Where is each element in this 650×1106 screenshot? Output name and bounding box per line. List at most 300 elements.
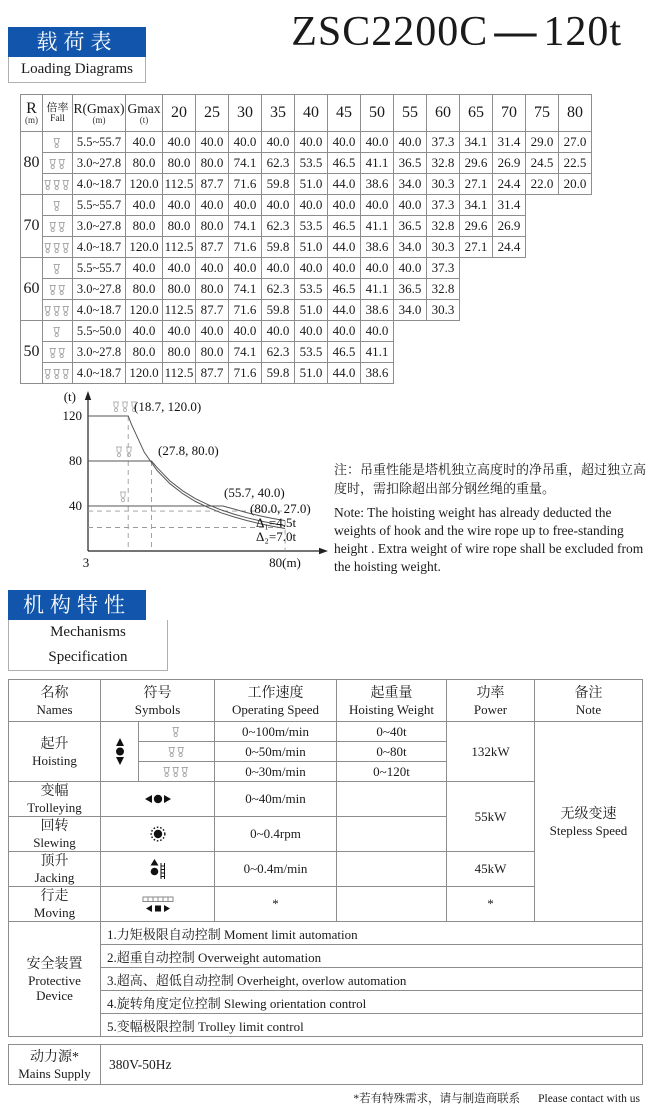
- load-value-cell: 32.8: [427, 279, 460, 300]
- note-chinese: 注：吊重性能是塔机独立高度时的净吊重，超过独立高度时，需扣除超出部分钢丝绳的重量。: [334, 462, 647, 496]
- blank-cell: [493, 300, 526, 321]
- footnote-cn: *若有特殊需求，请与制造商联系: [353, 1093, 521, 1105]
- radius-group-cell: 80: [21, 132, 43, 195]
- load-value-cell: 37.3: [427, 195, 460, 216]
- load-value-cell: 41.1: [361, 216, 394, 237]
- rgmax-range-cell: 5.5~55.7: [73, 258, 126, 279]
- load-value-cell: 46.5: [328, 216, 361, 237]
- load-value-cell: 53.5: [295, 279, 328, 300]
- annotation-18-7: (18.7, 120.0): [134, 399, 202, 414]
- load-value-cell: 40.0: [328, 195, 361, 216]
- fall-2-icon: [116, 447, 132, 457]
- load-value-cell: 80.0: [196, 279, 229, 300]
- y-axis-arrow-icon: [85, 391, 91, 400]
- fall-symbol-cell: [43, 195, 73, 216]
- load-value-cell: 40.0: [394, 132, 427, 153]
- blank-cell: [460, 363, 493, 384]
- load-value-cell: 24.5: [526, 153, 559, 174]
- radius-column-header: 65: [460, 95, 493, 132]
- loading-table-row: [21, 153, 592, 174]
- slewing-speed: 0~0.4rpm: [215, 817, 337, 852]
- load-value-cell: 40.0: [262, 321, 295, 342]
- blank-cell: [493, 363, 526, 384]
- hoisting-weight-1: 0~40t: [337, 722, 447, 742]
- load-value-cell: 34.0: [394, 237, 427, 258]
- gmax-cell: 40.0: [126, 321, 163, 342]
- annotation-delta1: Δ₁=4.5t: [256, 515, 297, 530]
- blank-cell: [493, 342, 526, 363]
- load-value-cell: 30.3: [427, 300, 460, 321]
- safety-row-5: [9, 1014, 643, 1037]
- fall-2-icon: [48, 158, 68, 170]
- blank-cell: [526, 258, 559, 279]
- document-header: [0, 0, 650, 94]
- hoisting-weight-2: 0~80t: [337, 742, 447, 762]
- fall-header-en: Fall: [50, 114, 65, 124]
- load-value-cell: 62.3: [262, 342, 295, 363]
- load-value-cell: 29.6: [460, 216, 493, 237]
- y-tick-80: 80: [69, 453, 82, 468]
- blank-cell: [526, 279, 559, 300]
- load-value-cell: 53.5: [295, 216, 328, 237]
- load-value-cell: 44.0: [328, 363, 361, 384]
- fall-1-icon: [171, 726, 182, 738]
- rgmax-range-cell: 5.5~55.7: [73, 132, 126, 153]
- load-value-cell: 74.1: [229, 342, 262, 363]
- blank-cell: [559, 216, 592, 237]
- blank-cell: [427, 363, 460, 384]
- load-value-cell: 40.0: [262, 258, 295, 279]
- load-value-cell: 37.3: [427, 258, 460, 279]
- load-value-cell: 38.6: [361, 174, 394, 195]
- fall-3-icon: [43, 242, 72, 254]
- loading-table-row: [21, 132, 592, 153]
- load-value-cell: 34.0: [394, 300, 427, 321]
- blank-cell: [526, 363, 559, 384]
- safety-row-4: [9, 991, 643, 1014]
- gmax-cell: 80.0: [126, 279, 163, 300]
- x-axis-arrow-icon: [319, 548, 328, 554]
- fall-symbol-cell: [43, 132, 73, 153]
- load-value-cell: 40.0: [262, 132, 295, 153]
- safety-row-2: [9, 945, 643, 968]
- load-value-cell: 41.1: [361, 279, 394, 300]
- load-value-cell: 29.0: [526, 132, 559, 153]
- rgmax-range-cell: 4.0~18.7: [73, 237, 126, 258]
- blank-cell: [526, 342, 559, 363]
- mechanisms-en-title: Mechanisms Specification: [8, 620, 168, 671]
- moving-speed: *: [215, 887, 337, 922]
- load-value-cell: 24.4: [493, 174, 526, 195]
- radius-column-header: 30: [229, 95, 262, 132]
- blank-cell: [526, 300, 559, 321]
- fall-icons-legend: [113, 402, 137, 502]
- blank-cell: [460, 321, 493, 342]
- loading-table-row: [21, 342, 592, 363]
- load-value-cell: 40.0: [196, 321, 229, 342]
- blank-cell: [493, 279, 526, 300]
- load-chart-section: [0, 384, 650, 580]
- annotation-80-0: (80.0, 27.0): [250, 501, 311, 516]
- col-header-note: 备注 Note: [535, 680, 643, 722]
- col-header-power: 功率 Power: [447, 680, 535, 722]
- blank-cell: [493, 258, 526, 279]
- load-value-cell: 40.0: [361, 258, 394, 279]
- note-english: Note: The hoisting weight has already deducted the weights of hook and the wire rope up to free-standing height . Extra weight of wire rope shall be excluded from the hoisting weight.: [334, 505, 644, 574]
- blank-cell: [427, 321, 460, 342]
- hoisting-speed-1: 0~100m/min: [215, 722, 337, 742]
- blank-cell: [394, 342, 427, 363]
- load-value-cell: 80.0: [196, 216, 229, 237]
- gmax-cell: 40.0: [126, 132, 163, 153]
- hoisting-weight-notes: [334, 460, 646, 576]
- trolleying-symbol-cell: [101, 782, 215, 817]
- radius-column-header: 60: [427, 95, 460, 132]
- mechanisms-title-block: [8, 590, 146, 671]
- load-value-cell: 87.7: [196, 363, 229, 384]
- gmax-cell: 80.0: [126, 342, 163, 363]
- x-origin-label: 3: [82, 555, 90, 570]
- load-value-cell: 59.8: [262, 300, 295, 321]
- protective-device-name-cell: 安全装置 Protective Device: [9, 922, 101, 1037]
- hoisting-name-cell: 起升 Hoisting: [9, 722, 101, 782]
- fall-symbol-cell: [43, 216, 73, 237]
- jacking-symbol-cell: [101, 852, 215, 887]
- radius-column-header: 45: [328, 95, 361, 132]
- col-header-weight: 起重量 Hoisting Weight: [337, 680, 447, 722]
- load-value-cell: 44.0: [328, 237, 361, 258]
- safety-item-1: 1.力矩极限自动控制 Moment limit automation: [101, 922, 643, 945]
- load-value-cell: 80.0: [163, 279, 196, 300]
- load-value-cell: 62.3: [262, 279, 295, 300]
- trolleying-speed: 0~40m/min: [215, 782, 337, 817]
- load-value-cell: 59.8: [262, 174, 295, 195]
- load-value-cell: 24.4: [493, 237, 526, 258]
- fall-symbol-cell: [43, 342, 73, 363]
- page-title: [291, 8, 622, 56]
- gmax-cell: 80.0: [126, 153, 163, 174]
- load-value-cell: 40.0: [295, 258, 328, 279]
- blank-cell: [394, 321, 427, 342]
- fall-3-icon: [43, 305, 72, 317]
- load-value-cell: 40.0: [229, 132, 262, 153]
- load-value-cell: 40.0: [295, 195, 328, 216]
- blank-cell: [559, 300, 592, 321]
- jacking-symbol-icon: [149, 858, 166, 880]
- gmax-cell: 120.0: [126, 363, 163, 384]
- trolleying-name-cell: 变幅 Trolleying: [9, 782, 101, 817]
- col-header-speed: 工作速度 Operating Speed: [215, 680, 337, 722]
- load-value-cell: 41.1: [361, 153, 394, 174]
- load-value-cell: 40.0: [361, 132, 394, 153]
- safety-item-4: 4.旋转角度定位控制 Slewing orientation control: [101, 991, 643, 1014]
- hoisting-symbol-cell: [101, 722, 139, 782]
- blank-cell: [460, 342, 493, 363]
- fall-symbol-cell: [43, 237, 73, 258]
- load-value-cell: 40.0: [295, 321, 328, 342]
- load-value-cell: 30.3: [427, 174, 460, 195]
- load-value-cell: 27.0: [559, 132, 592, 153]
- load-value-cell: 71.6: [229, 174, 262, 195]
- blank-cell: [526, 195, 559, 216]
- load-value-cell: 44.0: [328, 300, 361, 321]
- blank-cell: [559, 321, 592, 342]
- col-header-fall: [43, 95, 73, 132]
- fall-1-icon: [52, 137, 63, 149]
- load-value-cell: 32.8: [427, 216, 460, 237]
- load-value-cell: 80.0: [196, 153, 229, 174]
- load-value-cell: 59.8: [262, 363, 295, 384]
- load-value-cell: 112.5: [163, 237, 196, 258]
- blank-cell: [559, 363, 592, 384]
- loading-diagrams-cn-title: 载荷表: [8, 27, 146, 57]
- radius-group-cell: 60: [21, 258, 43, 321]
- load-value-cell: 87.7: [196, 237, 229, 258]
- loading-diagrams-en-title: Loading Diagrams: [8, 57, 146, 83]
- blank-cell: [559, 237, 592, 258]
- load-value-cell: 38.6: [361, 300, 394, 321]
- load-value-cell: 40.0: [229, 321, 262, 342]
- blank-cell: [526, 321, 559, 342]
- load-value-cell: 112.5: [163, 174, 196, 195]
- load-value-cell: 62.3: [262, 153, 295, 174]
- fall-3-icon: [43, 179, 72, 191]
- rgmax-range-cell: 3.0~27.8: [73, 153, 126, 174]
- load-value-cell: 40.0: [394, 258, 427, 279]
- loading-table-header-row: [21, 95, 592, 132]
- load-value-cell: 80.0: [196, 342, 229, 363]
- fall-1-icon: [120, 492, 126, 502]
- slewing-symbol-cell: [101, 817, 215, 852]
- fall-1-icon: [52, 263, 63, 275]
- load-value-cell: 51.0: [295, 174, 328, 195]
- load-value-cell: 51.0: [295, 237, 328, 258]
- jacking-speed: 0~0.4m/min: [215, 852, 337, 887]
- hoisting-weight-3: 0~120t: [337, 762, 447, 782]
- safety-item-3: 3.超高、超低自动控制 Overheight, overlow automation: [101, 968, 643, 991]
- gmax-cell: 120.0: [126, 300, 163, 321]
- fall-symbol-cell: [43, 321, 73, 342]
- radius-column-header: 55: [394, 95, 427, 132]
- moving-power-cell: *: [447, 887, 535, 922]
- title-dash: —: [494, 9, 538, 55]
- load-value-cell: 31.4: [493, 195, 526, 216]
- loading-table-row: [21, 258, 592, 279]
- blank-cell: [559, 258, 592, 279]
- load-value-cell: 112.5: [163, 363, 196, 384]
- moving-name-cell: 行走 Moving: [9, 887, 101, 922]
- trolleying-weight-empty: [337, 782, 447, 817]
- radius-header-unit: (m): [25, 115, 38, 125]
- load-value-cell: 44.0: [328, 174, 361, 195]
- load-value-cell: 32.8: [427, 153, 460, 174]
- gmax-cell: 40.0: [126, 195, 163, 216]
- safety-row-1: [9, 922, 643, 945]
- hoisting-speed-3: 0~30m/min: [215, 762, 337, 782]
- slewing-weight-empty: [337, 817, 447, 852]
- radius-column-header: 80: [559, 95, 592, 132]
- moving-symbol-icon: [141, 896, 175, 913]
- col-header-names: 名称 Names: [9, 680, 101, 722]
- rgmax-range-cell: 4.0~18.7: [73, 300, 126, 321]
- load-value-cell: 46.5: [328, 279, 361, 300]
- load-value-cell: 34.1: [460, 195, 493, 216]
- load-value-cell: 40.0: [394, 195, 427, 216]
- radius-column-header: 75: [526, 95, 559, 132]
- footnote-en: Please contact with us: [538, 1093, 640, 1105]
- col-header-gmax: [126, 95, 163, 132]
- mechanisms-cn-title: 机构特性: [8, 590, 146, 620]
- load-value-cell: 38.6: [361, 363, 394, 384]
- load-value-cell: 40.0: [196, 195, 229, 216]
- load-value-cell: 40.0: [196, 132, 229, 153]
- fall-3-cell: [139, 762, 215, 782]
- radius-group-cell: 70: [21, 195, 43, 258]
- hoisting-power-cell: 132kW: [447, 722, 535, 782]
- mains-supply-row: [9, 1045, 643, 1085]
- gmax-cell: 120.0: [126, 174, 163, 195]
- gmax-cell: 120.0: [126, 237, 163, 258]
- load-value-cell: 40.0: [295, 132, 328, 153]
- load-value-cell: 80.0: [163, 342, 196, 363]
- load-value-cell: 71.6: [229, 363, 262, 384]
- load-value-cell: 40.0: [328, 258, 361, 279]
- fall-symbol-cell: [43, 363, 73, 384]
- fall-3-icon: [43, 368, 72, 380]
- load-value-cell: 40.0: [229, 195, 262, 216]
- annotation-delta2: Δ₂=7.0t: [256, 529, 297, 544]
- load-value-cell: 37.3: [427, 132, 460, 153]
- col-header-rgmax: [73, 95, 126, 132]
- radius-group-cell: 50: [21, 321, 43, 384]
- blank-cell: [460, 258, 493, 279]
- blank-cell: [427, 342, 460, 363]
- load-value-cell: 40.0: [361, 195, 394, 216]
- fall-1-cell: [139, 722, 215, 742]
- moving-weight-empty: [337, 887, 447, 922]
- trolleying-slewing-power-cell: 55kW: [447, 782, 535, 852]
- load-value-cell: 40.0: [163, 132, 196, 153]
- capacity-label: 120t: [543, 9, 622, 55]
- loading-table-row: [21, 321, 592, 342]
- annotation-55-7: (55.7, 40.0): [224, 485, 285, 500]
- hoisting-row-1: [9, 722, 643, 742]
- loading-table-row: [21, 195, 592, 216]
- stepless-speed-note-cell: 无级变速 Stepless Speed: [535, 722, 643, 922]
- safety-item-2: 2.超重自动控制 Overweight automation: [101, 945, 643, 968]
- gmax-header-unit: (t): [139, 114, 149, 125]
- mains-supply-value: 380V-50Hz: [101, 1045, 643, 1085]
- fall-1-icon: [52, 326, 63, 338]
- rgmax-range-cell: 3.0~27.8: [73, 216, 126, 237]
- x-end-label: 80(m): [269, 555, 301, 570]
- load-value-cell: 59.8: [262, 237, 295, 258]
- slewing-name-cell: 回转 Slewing: [9, 817, 101, 852]
- hoisting-symbol-icon: [113, 738, 127, 766]
- load-value-cell: 26.9: [493, 216, 526, 237]
- loading-table-row: [21, 363, 592, 384]
- rgmax-header-main: R(Gmax): [73, 100, 125, 116]
- load-value-cell: 74.1: [229, 216, 262, 237]
- fall-symbol-cell: [43, 174, 73, 195]
- load-value-cell: 20.0: [559, 174, 592, 195]
- fall-2-icon: [48, 221, 68, 233]
- blank-cell: [460, 279, 493, 300]
- fall-2-icon: [167, 746, 187, 758]
- mains-supply-table: [8, 1044, 643, 1085]
- gmax-header-main: Gmax: [127, 100, 161, 116]
- safety-item-5: 5.变幅极限控制 Trolley limit control: [101, 1014, 643, 1037]
- load-value-cell: 34.0: [394, 174, 427, 195]
- load-value-cell: 40.0: [196, 258, 229, 279]
- fall-symbol-cell: [43, 300, 73, 321]
- radius-column-header: 20: [163, 95, 196, 132]
- loading-table-row: [21, 300, 592, 321]
- model-number: ZSC2200C: [291, 9, 489, 55]
- load-value-cell: 51.0: [295, 300, 328, 321]
- load-value-cell: 71.6: [229, 300, 262, 321]
- rgmax-range-cell: 5.5~50.0: [73, 321, 126, 342]
- trolleying-symbol-icon: [143, 793, 173, 805]
- load-value-cell: 62.3: [262, 216, 295, 237]
- fall-header-cn: 倍率: [46, 102, 69, 114]
- mechanisms-table: [8, 679, 643, 1037]
- annotation-27-8: (27.8, 80.0): [158, 443, 219, 458]
- blank-cell: [526, 237, 559, 258]
- blank-cell: [460, 300, 493, 321]
- radius-column-header: 25: [196, 95, 229, 132]
- load-value-cell: 22.5: [559, 153, 592, 174]
- moving-symbol-cell: [101, 887, 215, 922]
- mains-supply-name-cell: 动力源* Mains Supply: [9, 1045, 101, 1085]
- load-value-cell: 31.4: [493, 132, 526, 153]
- radius-header-main: R: [26, 100, 37, 117]
- loading-table-row: [21, 237, 592, 258]
- rgmax-range-cell: 3.0~27.8: [73, 279, 126, 300]
- y-tick-120: 120: [62, 408, 82, 423]
- load-capacity-chart: [18, 386, 338, 576]
- loading-table-row: [21, 279, 592, 300]
- jacking-weight-empty: [337, 852, 447, 887]
- load-value-cell: 40.0: [262, 195, 295, 216]
- load-value-cell: 53.5: [295, 342, 328, 363]
- load-value-cell: 34.1: [460, 132, 493, 153]
- load-value-cell: 27.1: [460, 174, 493, 195]
- load-value-cell: 87.7: [196, 300, 229, 321]
- load-value-cell: 40.0: [328, 321, 361, 342]
- load-value-cell: 46.5: [328, 342, 361, 363]
- hoisting-speed-2: 0~50m/min: [215, 742, 337, 762]
- blank-cell: [526, 216, 559, 237]
- load-value-cell: 80.0: [163, 153, 196, 174]
- fall-symbol-cell: [43, 258, 73, 279]
- load-value-cell: 38.6: [361, 237, 394, 258]
- load-value-cell: 40.0: [163, 195, 196, 216]
- jacking-name-cell: 顶升 Jacking: [9, 852, 101, 887]
- load-value-cell: 30.3: [427, 237, 460, 258]
- mech-header-row: [9, 680, 643, 722]
- gmax-cell: 80.0: [126, 216, 163, 237]
- radius-column-header: 70: [493, 95, 526, 132]
- fall-1-icon: [52, 200, 63, 212]
- slewing-symbol-icon: [149, 825, 167, 843]
- load-value-cell: 112.5: [163, 300, 196, 321]
- blank-cell: [559, 279, 592, 300]
- rgmax-range-cell: 4.0~18.7: [73, 174, 126, 195]
- blank-cell: [394, 363, 427, 384]
- footnote: [0, 1090, 640, 1106]
- fall-3-icon: [162, 766, 191, 778]
